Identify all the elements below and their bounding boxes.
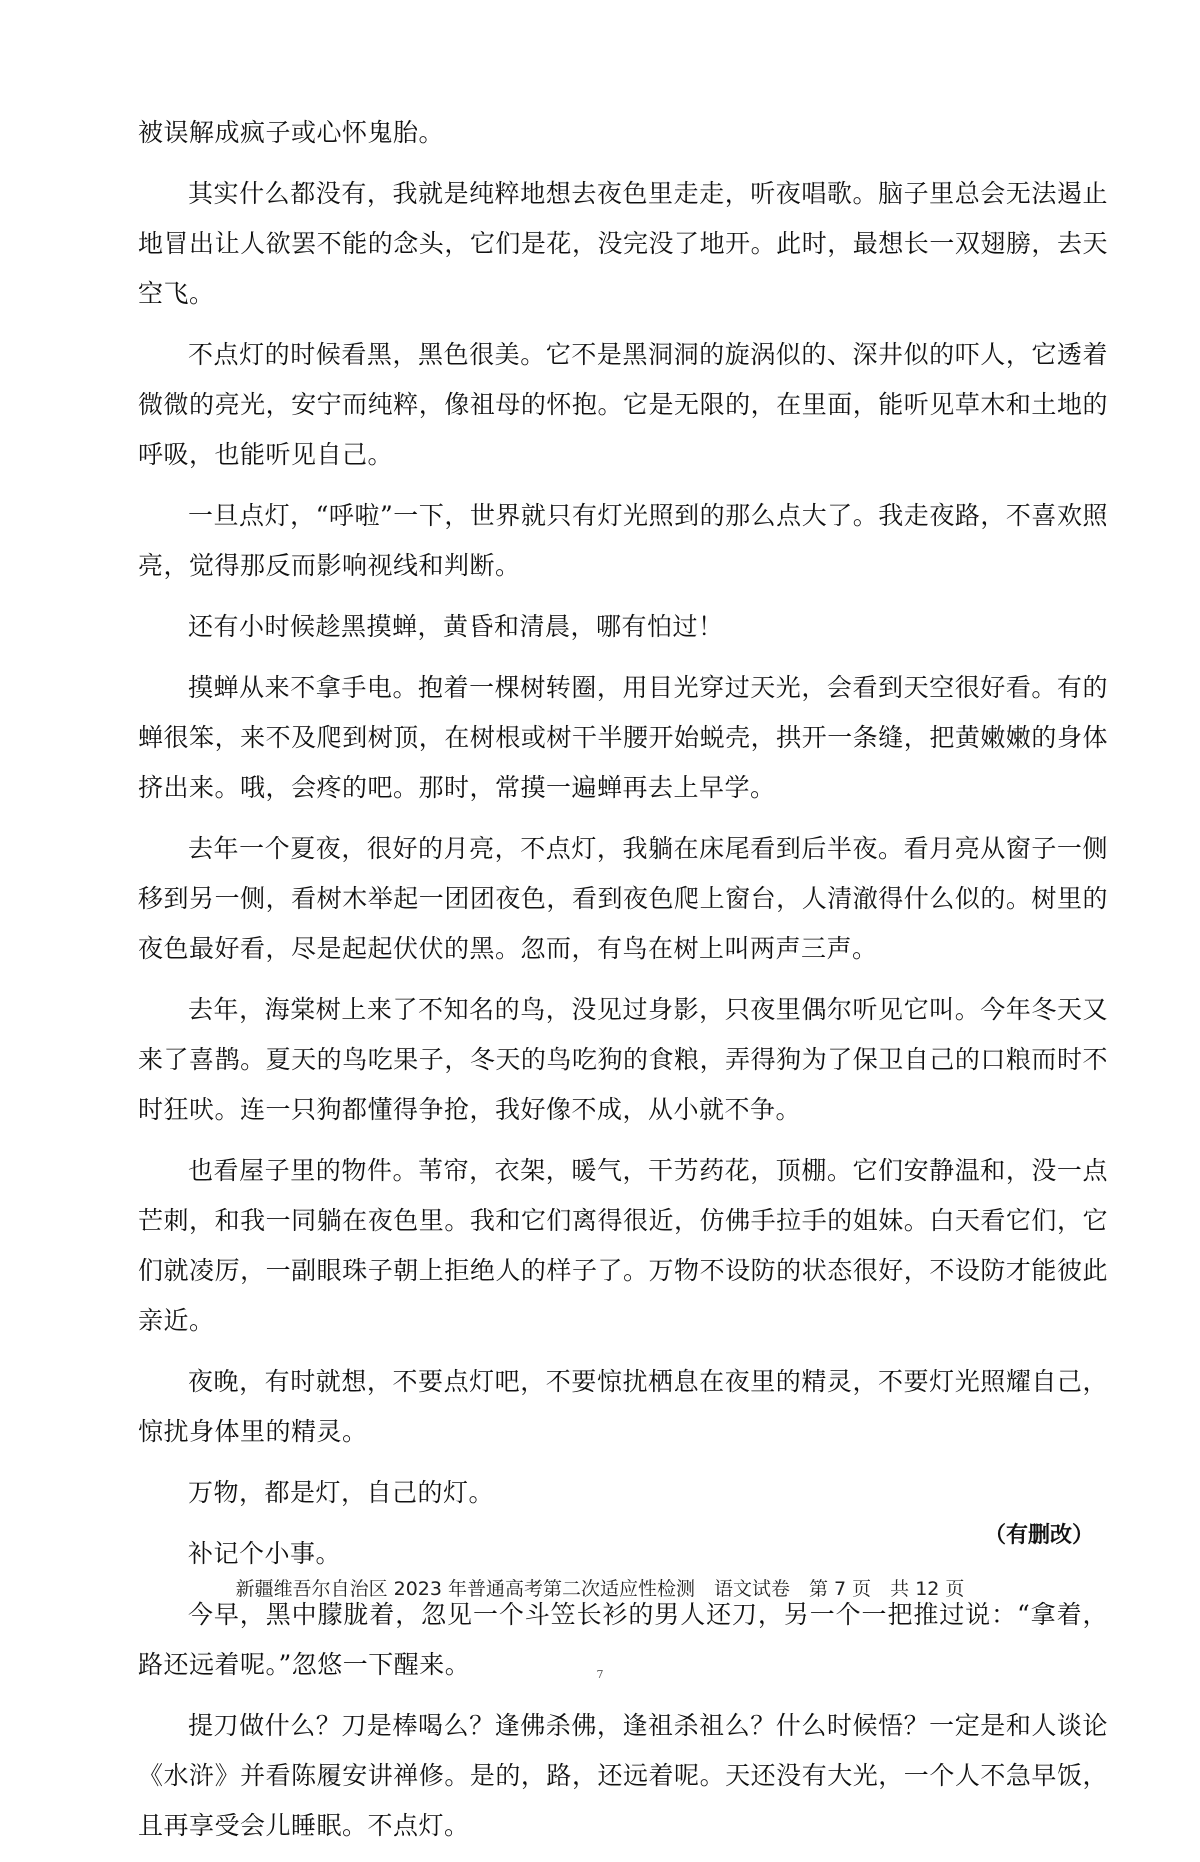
essay-paragraph: 补记个小事。: [188, 1539, 342, 1568]
essay-paragraph: 提刀做什么？刀是棒喝么？逢佛杀佛，逢祖杀祖么？什么时候悟？一定是和人谈论《水浒》并看陈履安讲禅修。是的，路，还远着呢。天还没有大光，一个人不急早饭，且再享受会儿睡眠。不点灯。: [138, 1711, 1108, 1840]
essay-paragraph: 去年一个夏夜，很好的月亮，不点灯，我躺在床尾看到后半夜。看月亮从窗子一侧移到另一侧，看树木举起一团团夜色，看到夜色爬上窗台，人清澈得什么似的。树里的夜色最好看，尽是起起伏伏的黑。忽而，有鸟在树上叫两声三声。: [138, 834, 1108, 963]
essay-paragraph: 今早，黑中朦胧着，忽见一个斗笠长衫的男人还刀，另一个一把推过说：“拿着，路还远着呢。”忽悠一下醒来。: [138, 1600, 1108, 1679]
essay-paragraph: 也看屋子里的物件。苇帘，衣架，暖气，干艻药花，顶棚。它们安静温和，没一点芒刺，和我一同躺在夜色里。我和它们离得很近，仿佛手拉手的姐妹。白天看它们，它们就凌厉，一副眼珠子朝上拒绝人的样子了。万物不设防的状态很好，不设防才能彼此亲近。: [138, 1156, 1108, 1335]
essay-paragraph: 还有小时候趁黑摸蝉，黄昏和清晨，哪有怕过！: [188, 612, 724, 641]
essay-paragraph: 夜晚，有时就想，不要点灯吧，不要惊扰栖息在夜里的精灵，不要灯光照耀自己，惊扰身体里的精灵。: [138, 1367, 1108, 1446]
essay-paragraph: 摸蝉从来不拿手电。抱着一棵树转圈，用目光穿过天光，会看到天空很好看。有的蝉很笨，来不及爬到树顶，在树根或树干半腰开始蜕壳，拱开一条缝，把黄嫩嫩的身体挤出来。哦，会疼的吧。那时，常摸一遍蝉再去上早学。: [138, 673, 1108, 802]
essay-paragraph: 一旦点灯，“呼啦”一下，世界就只有灯光照到的那么点大了。我走夜路，不喜欢照亮，觉得那反而影响视线和判断。: [138, 501, 1108, 580]
essay-paragraph: 不点灯的时候看黑，黑色很美。它不是黑洞洞的旋涡似的、深井似的吓人，它透着微微的亮光，安宁而纯粹，像祖母的怀抱。它是无限的，在里面，能听见草木和土地的呼吸，也能听见自己。: [138, 340, 1108, 469]
essay-paragraph: 万物，都是灯，自己的灯。: [188, 1478, 495, 1507]
page-number: 7: [596, 1668, 604, 1681]
revision-note: （有删改）: [983, 1523, 1094, 1548]
page-footer: 新疆维吾尔自治区 2023 年普通高考第二次适应性检测 语文试卷 第 7 页 共 12 页: [235, 1578, 965, 1600]
essay-paragraph: 其实什么都没有，我就是纯粹地想去夜色里走走，听夜唱歌。脑子里总会无法遏止地冒出让人欲罢不能的念头，它们是花，没完没了地开。此时，最想长一双翅膀，去天空飞。: [138, 179, 1108, 308]
essay-paragraph: 被误解成疯子或心怀鬼胎。: [138, 118, 445, 147]
essay-paragraph: 去年，海棠树上来了不知名的鸟，没见过身影，只夜里偶尔听见它叫。今年冬天又来了喜鹊。夏天的鸟吃果子，冬天的鸟吃狗的食粮，弄得狗为了保卫自己的口粮而时不时狂吠。连一只狗都懂得争抢，我好像不成，从小就不争。: [138, 995, 1108, 1124]
